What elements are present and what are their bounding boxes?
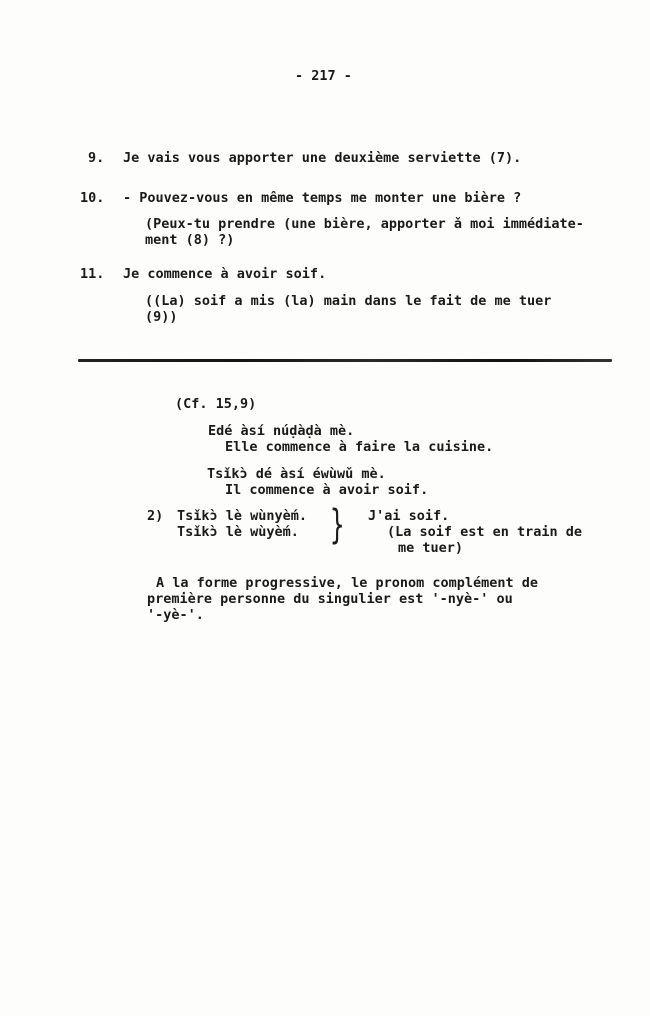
page-number: - 217 -	[295, 68, 352, 84]
footnote-item-2-number: 2)	[147, 508, 164, 524]
item-9-number: 9.	[88, 150, 105, 166]
footnote-item-2-translation-note-2: me tuer)	[398, 540, 464, 556]
footnote-item-2-variant-1: Tsǐkɔ̀ lè wùnyèḿ.	[177, 508, 308, 524]
example-2-translation: Il commence à avoir soif.	[225, 482, 429, 498]
item-11-gloss-line-2: (9))	[145, 309, 178, 325]
footnote-item-2-variant-2: Tsǐkɔ̀ lè wùyèḿ.	[177, 524, 299, 540]
item-11-gloss-line-1: ((La) soif a mis (la) main dans le fait de me tuer	[145, 293, 552, 309]
item-11-text: Je commence à avoir soif.	[123, 266, 327, 282]
footnote-item-2-translation: J'ai soif.	[368, 508, 450, 524]
note-paragraph-line-2: première personne du singulier est '-nyè-' ou	[147, 591, 513, 607]
note-paragraph-line-1: A la forme progressive, le pronom complément de	[156, 575, 539, 591]
item-10-gloss-line-1: (Peux-tu prendre (une bière, apporter ǎ moi immédiate-	[145, 216, 584, 232]
item-10-number: 10.	[80, 190, 105, 206]
example-1-translation: Elle commence à faire la cuisine.	[225, 439, 494, 455]
example-2-vernacular: Tsǐkɔ̀ dé àsí éwùwǔ mè.	[207, 466, 386, 482]
item-10-text: - Pouvez-vous en même temps me monter une bière ?	[123, 190, 522, 206]
note-paragraph-line-3: '-yè-'.	[147, 607, 204, 623]
item-10-gloss-line-2: ment (8) ?)	[145, 232, 235, 248]
example-1-vernacular: Edé àsí núḍàḍà mè.	[208, 423, 355, 439]
cf-reference: (Cf. 15,9)	[175, 396, 257, 412]
footnote-item-2-translation-note-1: (La soif est en train de	[387, 524, 583, 540]
item-11-number: 11.	[80, 266, 105, 282]
grouping-brace: }	[330, 502, 345, 548]
horizontal-divider	[78, 359, 612, 362]
item-9-text: Je vais vous apporter une deuxième serviette (7).	[123, 150, 522, 166]
